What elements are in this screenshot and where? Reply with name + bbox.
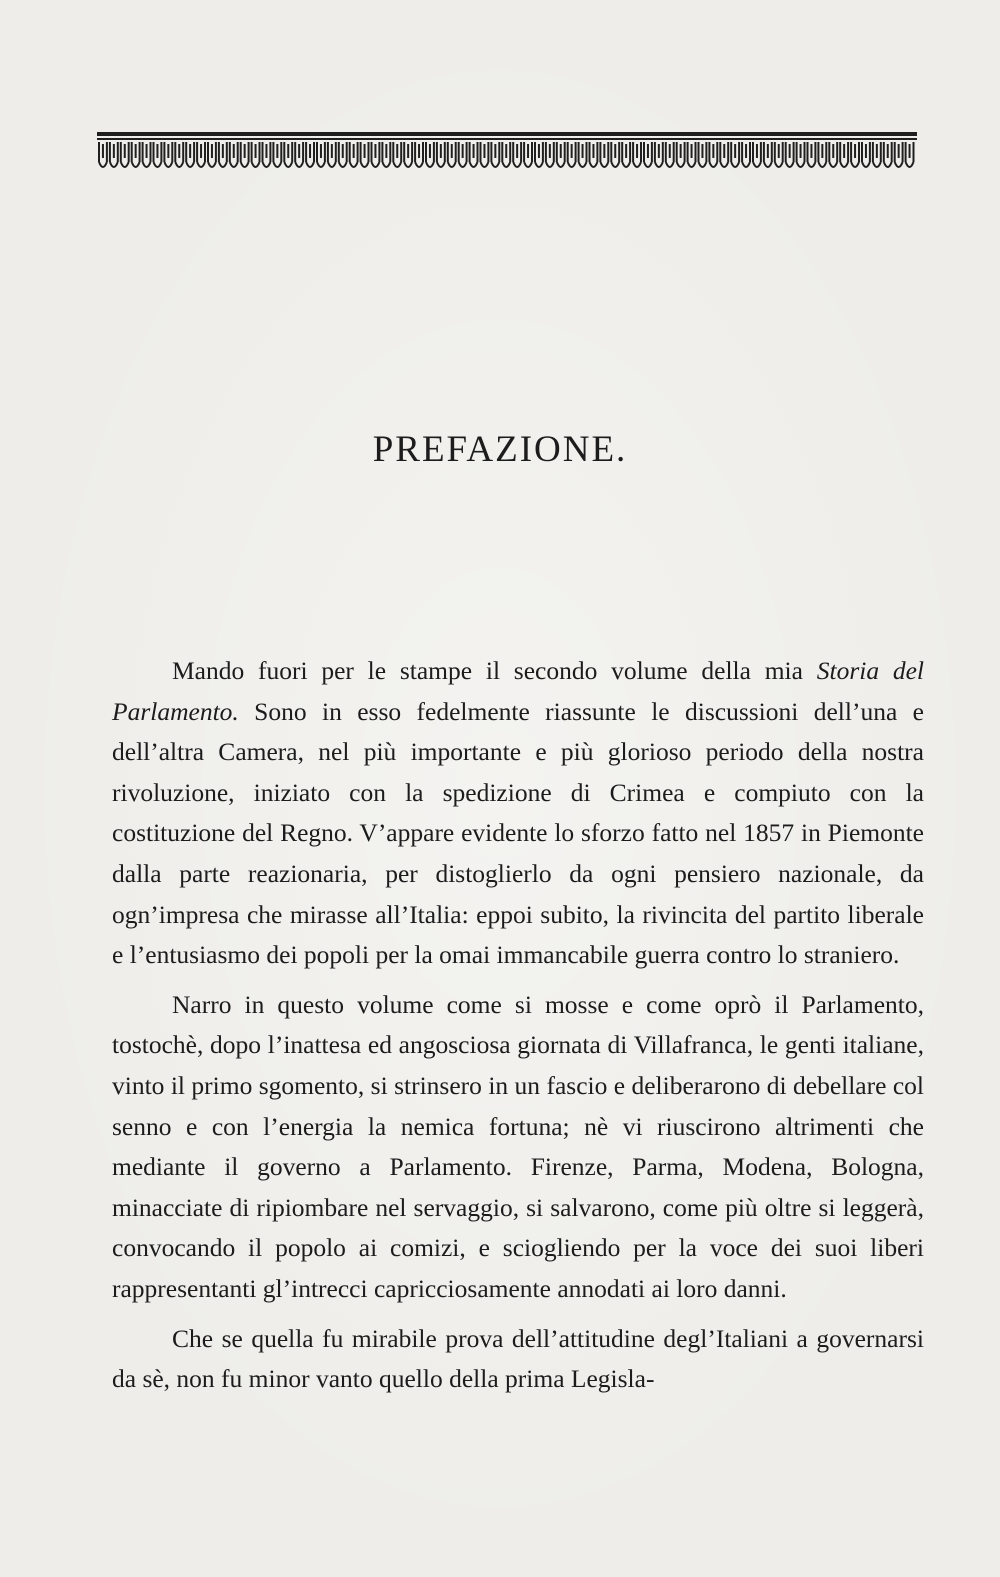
ornament-motif bbox=[688, 142, 696, 167]
paragraph-2-text: Narro in questo volume come si mosse e come oprò il Parlamento, tostochè, dopo l’inattesa ed angosciosa giornata di Villafranca, le genti italiane, vinto il primo sgomento, si strinsero in un fascio e deliberarono di debellare col senno e con l’energia la nemica fortuna; nè vi riuscirono altrimenti che mediante il governo a Parlamento. Firenze, Parma, Modena, Bologna, minacciate di ripiombare nel servaggio, si salvarono, come più oltre si leggerà, convocando il popolo ai comizi, e sciogliendo per la voce dei suoi liberi rappresentanti gl’intrecci capricciosamente annodati ai loro danni. bbox=[112, 989, 924, 1303]
ornament-motif bbox=[764, 142, 772, 167]
ornament-motif bbox=[404, 142, 412, 167]
ornament-motif bbox=[110, 142, 118, 167]
ornament-motif bbox=[491, 142, 499, 167]
ornament-motif bbox=[655, 142, 663, 167]
ornament-motif bbox=[295, 142, 303, 167]
ornament-motif bbox=[481, 142, 489, 167]
ornament-motif bbox=[600, 142, 608, 167]
ornament-motif bbox=[513, 142, 521, 167]
ornament-motif bbox=[590, 142, 598, 167]
ornament-motif bbox=[197, 142, 205, 167]
ornament-motif bbox=[393, 142, 401, 167]
paragraph-2 bbox=[112, 985, 924, 1310]
paragraph-1-text-a: Mando fuori per le stampe il secondo volume della mia bbox=[172, 656, 817, 685]
ornament-motif bbox=[372, 142, 380, 167]
paragraph-3-text: Che se quella fu mirabile prova dell’attitudine degl’Italiani a governarsi da sè, non fu minor vanto quello della prima Legisla- bbox=[112, 1323, 924, 1394]
ornament-motif bbox=[611, 142, 619, 167]
ornament-motif bbox=[644, 142, 652, 167]
ornament-motif bbox=[154, 142, 162, 167]
ornament-motif bbox=[677, 142, 685, 167]
ornament-motif bbox=[219, 142, 227, 167]
ornament-motif bbox=[328, 142, 336, 167]
ornament-motif bbox=[241, 142, 249, 167]
ornament-motif bbox=[143, 142, 151, 167]
ornament-motif bbox=[502, 142, 510, 167]
ornament-motif bbox=[840, 142, 848, 167]
ornament-motif bbox=[786, 142, 794, 167]
paragraph-3 bbox=[112, 1319, 924, 1400]
ornament-motif bbox=[415, 142, 423, 167]
page-title: PREFAZIONE. bbox=[372, 429, 628, 470]
ornament-motif bbox=[557, 142, 565, 167]
ornament-motif bbox=[731, 142, 739, 167]
ornament-motif bbox=[99, 142, 107, 167]
ornament-motif bbox=[633, 142, 641, 167]
ornament-motif bbox=[873, 142, 881, 167]
ornament-motif bbox=[284, 142, 292, 167]
ornament-motif bbox=[448, 142, 456, 167]
ornament-motif bbox=[699, 142, 707, 167]
ornament-motif bbox=[263, 142, 271, 167]
paragraph-1-text-b: Sono in esso fedelmente riassunte le discussioni dell’una e dell’altra Camera, nel più importante e più glorioso periodo della nostra rivoluzione, iniziato con la spedizione di Crimea e compiuto con la costituzione del Regno. V’appare evidente lo sforzo fatto nel 1857 in Piemonte dalla parte reazionaria, per distoglierlo da ogni pensiero nazionale, da ogn’impresa che mirasse all’Italia: eppoi subito, la rivincita del partito liberale e l’entusiasmo dei popoli per la omai immancabile guerra contro lo straniero. bbox=[112, 696, 924, 970]
ornament-motif bbox=[884, 142, 892, 167]
ornament-motif bbox=[851, 142, 859, 167]
ornament-motif bbox=[546, 142, 554, 167]
ornament-motif bbox=[186, 142, 194, 167]
ornament-motif bbox=[535, 142, 543, 167]
ornament-motif bbox=[382, 142, 390, 167]
paragraph-1 bbox=[112, 651, 924, 976]
ornament-motif bbox=[524, 142, 532, 167]
ornament-motif bbox=[339, 142, 347, 167]
ornament-motif bbox=[437, 142, 445, 167]
ornament-motif bbox=[132, 142, 140, 167]
ornament-motif bbox=[568, 142, 576, 167]
ornament-motif bbox=[252, 142, 260, 167]
ornament-motif bbox=[175, 142, 183, 167]
ornament-motif bbox=[470, 142, 478, 167]
ornament-motif bbox=[426, 142, 434, 167]
decorative-header-ornament bbox=[97, 132, 917, 174]
ornament-motif bbox=[862, 142, 870, 167]
ornament-motif bbox=[775, 142, 783, 167]
ornament-motif bbox=[164, 142, 172, 167]
ornament-motif bbox=[273, 142, 281, 167]
ornament-motif bbox=[230, 142, 238, 167]
ornament-motif bbox=[666, 142, 674, 167]
ornament-motif bbox=[306, 142, 314, 167]
ornament-motif bbox=[709, 142, 717, 167]
ornament-motif bbox=[808, 142, 816, 167]
ornament-motif bbox=[742, 142, 750, 167]
ornament-motif bbox=[208, 142, 216, 167]
ornament-motif bbox=[579, 142, 587, 167]
ornament-motif bbox=[818, 142, 826, 167]
paragraph-1-book-title: Storia del Parlamento. bbox=[112, 656, 925, 726]
ornament-motif bbox=[906, 142, 914, 167]
ornament-motif bbox=[895, 142, 903, 167]
ornament-motif bbox=[622, 142, 630, 167]
ornament-motif bbox=[121, 142, 129, 167]
ornament-motif bbox=[829, 142, 837, 167]
ornament-motif bbox=[459, 142, 467, 167]
ornament-motif bbox=[361, 142, 369, 167]
ornament-motif bbox=[350, 142, 358, 167]
ornament-motif bbox=[317, 142, 325, 167]
ornament-motif bbox=[720, 142, 728, 167]
preface-body bbox=[112, 651, 924, 1409]
ornament-motif bbox=[753, 142, 761, 167]
ornament-motif bbox=[797, 142, 805, 167]
